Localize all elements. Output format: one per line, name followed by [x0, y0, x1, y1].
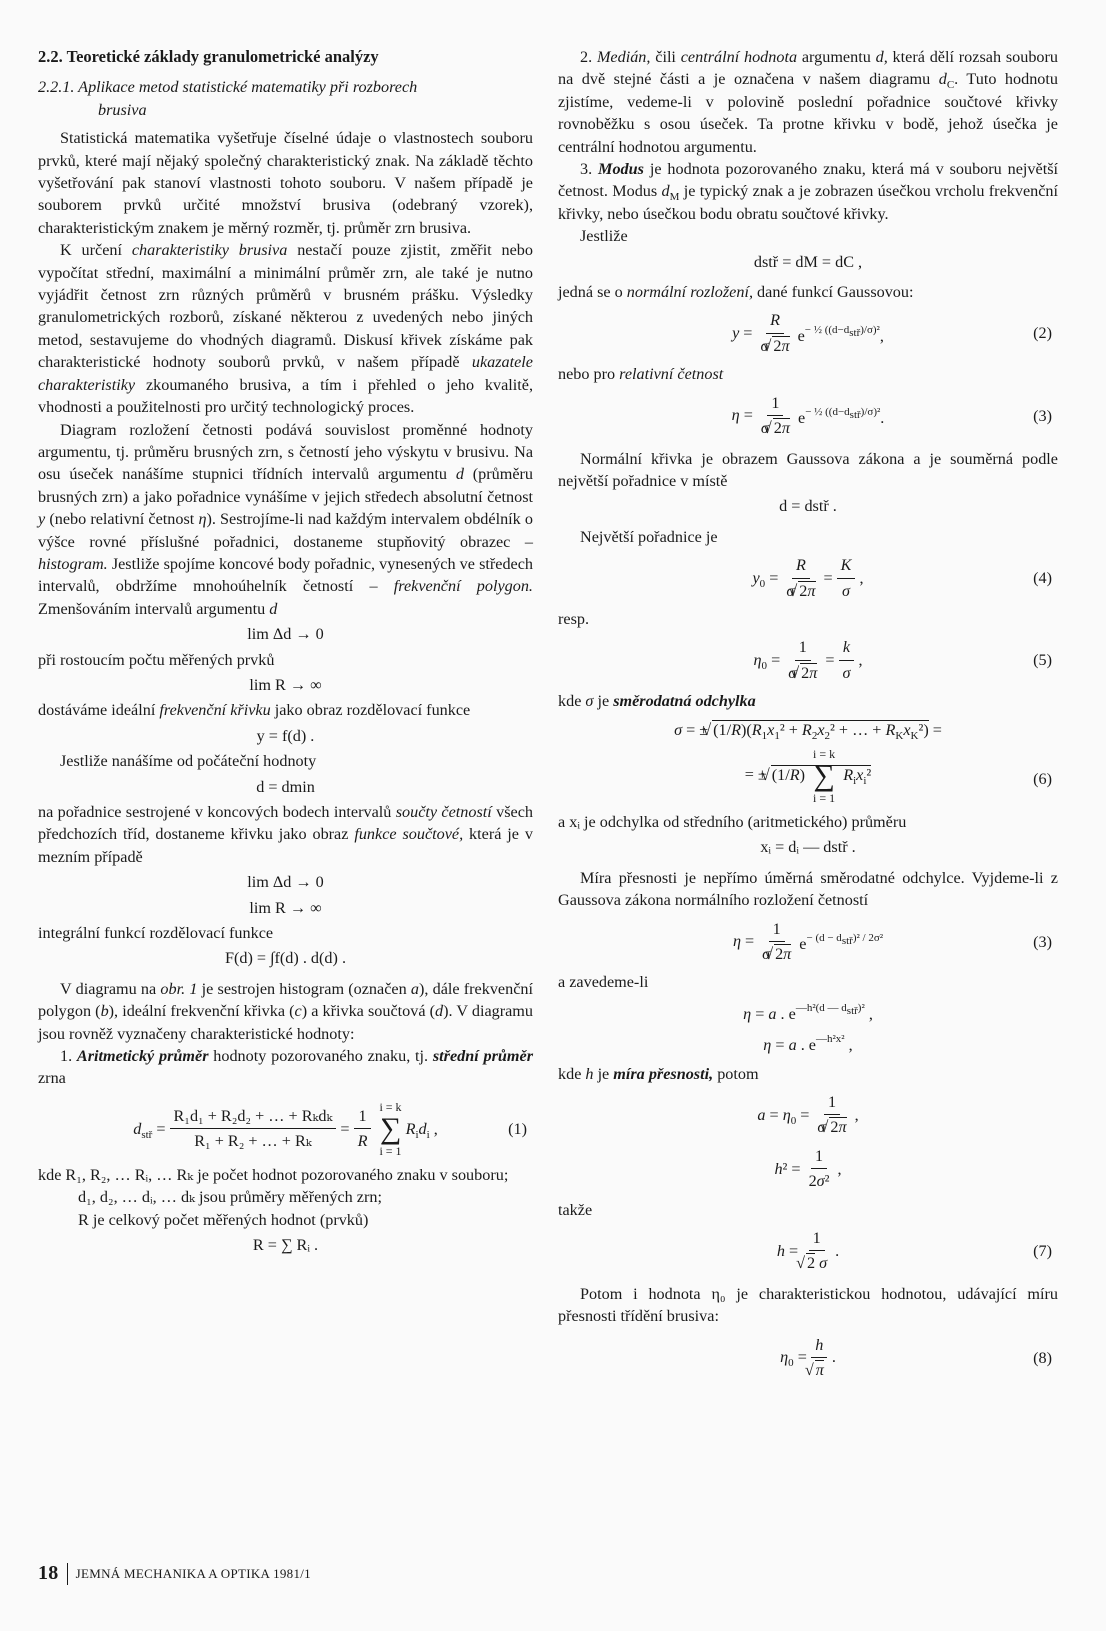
equation-d-min: d = dmin	[256, 777, 315, 796]
takze-label: takže	[558, 1200, 593, 1219]
paragraph-7: na pořadnice sestrojené v koncových bodech intervalů součty četností všech předchozích tříd, dostaneme křivku jako obraz funkce součtové, která je v mezním případě	[38, 803, 533, 866]
footer-divider	[67, 1563, 68, 1585]
paragraph-8: integrální funkcí rozdělovací funkce	[38, 924, 274, 943]
equation-number-7: (7)	[1033, 1241, 1052, 1260]
equation-F-d: F(d) = ∫f(d) . d(d) .	[224, 949, 346, 968]
equation-eta-a-1: η = a . $e^{—h^2(d — d_{stř})^2}$ ,	[743, 1001, 873, 1023]
equation-8: $\eta_0$ = h √ π . (8)	[558, 1334, 1058, 1382]
equation-number-2: (2)	[1033, 324, 1052, 343]
equation-y-fd: y = f(d) .	[256, 726, 315, 745]
equation-h2: h² = $\frac{1}{\text{2σ²}}$ ,	[774, 1146, 842, 1191]
equation-number-5: (5)	[1033, 651, 1052, 670]
right-paragraph-3: Jestliže	[580, 227, 628, 246]
right-paragraph-6: Normální křivka je obrazem Gaussova zákona a je souměrná podle největší pořadnice v místě	[558, 449, 1058, 490]
equation-2: y = $\frac{R}{\sigma √ 2\pi}$ $e^{- \frac{1}{2} ((d-d_{stř})/\sigma)^2}$, (2)	[558, 309, 1058, 357]
paragraph-11c: R je celkový počet měřených hodnot (prvků)	[78, 1210, 369, 1229]
equation-number-6: (6)	[1033, 769, 1052, 788]
right-paragraph-12: kde h je míra přesnosti, potom	[558, 1064, 759, 1083]
equation-lim-r-2: lim R → ∞	[249, 898, 322, 917]
subsection-title	[38, 76, 533, 121]
paragraph-11b: d₁, d₂, … dᵢ, … dₖ jsou průměry měřených zrn;	[78, 1188, 382, 1207]
equation-number-8: (8)	[1033, 1348, 1052, 1367]
equation-number-4: (4)	[1033, 568, 1052, 587]
equation-R-sum: R = ∑ Rᵢ .	[252, 1236, 319, 1255]
footer	[38, 1562, 311, 1585]
equation-lim-delta-d: lim Δd → 0	[247, 625, 324, 644]
paragraph-6: Jestliže nanášíme od počáteční hodnoty	[60, 752, 317, 771]
section-title: 2.2. Teoretické základy granulometrické analýzy	[38, 47, 379, 66]
paragraph-9: V diagramu na obr. 1 je sestrojen histogram (označen a), dále frekvenční polygon (b), ideální frekvenční křivka (c) a křivka součtová (d). V diagramu jsou rovněž vyznačeny charakteristické hodnoty:	[38, 979, 533, 1043]
left-column	[38, 46, 533, 1260]
right-paragraph-11: a zavedeme-li	[558, 973, 649, 992]
equation-lim-r: lim R → ∞	[249, 675, 322, 694]
equation-number-3b: (3)	[1033, 932, 1052, 951]
right-paragraph-7: Největší pořadnice je	[580, 527, 718, 546]
paragraph-3: Diagram rozložení četnosti podává souvislost proměnné hodnoty argumentu, tj. průměru brusných zrn, s četností jeho výskytu v brusivu. Na osu úseček nanášíme stupnici třídních intervalů argumentu d (průměru brusných zrn) a jako pořadnice vynášíme v jejich středech absolutní četnost y (nebo relativní četnost η). Sestrojíme-li nad každým intervalem obdélník o výšce rovné příslušné pořadnici, dostaneme stupňovitý obrazec – histogram. Jestliže spojíme koncové body pořadnic, vynesených ve středech intervalů, obdržíme mnohoúhelník četností – frekvenční polygon. Zmenšováním intervalů argumentu d	[38, 420, 534, 618]
equation-dstr-dm-dc: dstř = dM = dC ,	[753, 252, 863, 271]
page-number: 18	[38, 1562, 59, 1584]
right-paragraph-10: Míra přesnosti je nepřímo úměrná směrodatné odchylce. Vyjdeme-li z Gaussova zákona normálního rozložení četností	[558, 868, 1058, 910]
equation-3: η = $\frac{1}{\sigma √ 2\pi}$ $e^{- \frac{1}{2} ((d-d_{stř})/\sigma)^2}$. (3)	[558, 392, 1058, 440]
subsection-title-line1: 2.2.1. Aplikace metod statistické matematiky při rozborech	[38, 78, 418, 97]
paragraph-10: 1. Aritmetický průměr hodnoty pozorovaného znaku, tj. střední průměr zrna	[38, 1047, 533, 1088]
equation-eta-a-2: η = a . $e^{—h^2x^2}$ ,	[763, 1033, 853, 1055]
right-paragraph-1: 2. Medián, čili centrální hodnota argumentu d, která dělí rozsah souboru na dvě stejné části a je označena v našem diagramu $d_C$. Tuto hodnotu zjistíme, vedeme-li v polovině poslední pořadnice součtové křivky rovnoběžku s osou úseček. Ta protne křivku v bodě, jehož úsečka je centrální hodnotou argumentu.	[558, 48, 1058, 156]
equation-d-dstr: d = dstř .	[779, 497, 837, 516]
eq1-numerator: R₁d₁ + R₂d₂ + … + Rₖdₖ	[170, 1105, 337, 1129]
equation-1: $d_{stř}$ = $\frac{\text{R₁d₁ + R₂d₂ + … + Rₖdₖ}}{\text{R₁ + R₂ + … + Rₖ}}$ = $\frac{1}{R}$ i = k ∑ i = 1 $R_id_i$ , (1)	[133, 1099, 527, 1158]
right-paragraph-5: nebo pro relativní četnost	[558, 365, 724, 384]
paragraph-5: dostáváme ideální frekvenční křivku jako obraz rozdělovací funkce	[38, 701, 471, 720]
paragraph-11a: kde R₁, R₂, … Rᵢ, … Rₖ je počet hodnot pozorovaného znaku v souboru;	[38, 1165, 509, 1184]
equation-5: $\eta_0$ = $\frac{1}{\sigma √ 2\pi}$ = $\frac{k}{\sigma}$ , (5)	[558, 636, 1058, 684]
equation-3b: η = $\frac{1}{\sigma √ 2\pi}$ $e^{- (d - d_{stř})^2 / 2\sigma^2}$ (3)	[558, 918, 1058, 966]
equation-4: $y_0$ = $\frac{R}{\sigma √ 2\pi}$ = $\frac{K}{\sigma}$ , (4)	[558, 554, 1058, 602]
right-paragraph-9: a xᵢ je odchylka od středního (aritmetického) průměru	[558, 812, 907, 831]
sum-symbol: i = k ∑ i = 1	[379, 1099, 402, 1158]
paragraph-2: K určení charakteristiky brusiva nestačí pouze zjistit, změřit nebo vypočítat střední, maximální a minimální průměr zrn, ale také je nutno vyjádřit četnost zrn různých průměrů v brusném prášku. Výsledky granulometrických rozborů, získané některou z uvedených nebo jiných metod, sestavujeme do vhodných diagramů. Diskusí křivek získáme pak charakteristické hodnoty souborů prvků, v našem případě ukazatele charakteristiky zkoumaného brusiva, a tím i přehled o jeho kvalitě, vhodnosti a použitelnosti pro určitý technologický proces.	[38, 241, 533, 417]
paragraph-1: Statistická matematika vyšetřuje číselné údaje o vlastnostech souboru prvků, které mají nějaký společný charakteristický znak. Na základě těchto vyšetřování pak stanoví vlastnosti tohoto souboru. V našem případě je souborem prvků určité množství brusiva (odebraný vzorek), charakteristickým znakem je měrný rozměr, tj. průměr zrn brusiva.	[38, 129, 533, 237]
equation-xi: xᵢ = dᵢ — dstř .	[760, 838, 856, 857]
paragraph-4: při rostoucím počtu měřených prvků	[38, 650, 275, 669]
right-column	[558, 46, 1058, 1388]
subsection-title-line2: brusiva	[98, 100, 147, 119]
equation-6: σ = ± √ $(1/R)(R_1x_1^2 + R_2x_2^2$ + … + $R_Kx_K^2$) = = ± √ (1/R) i = k ∑ i = 1 $R_ix_i^2$ (6)	[558, 719, 1058, 805]
right-paragraph-13: Potom i hodnota η₀ je charakteristickou hodnotou, udávající míru přesnosti třídění brusiva:	[558, 1284, 1058, 1326]
right-paragraph-4: jedná se o normální rozložení, dané funkcí Gaussovou:	[558, 283, 914, 302]
right-paragraph-8: kde σ je směrodatná odchylka	[558, 692, 756, 711]
resp-label: resp.	[558, 609, 590, 628]
eq1-denominator: R₁ + R₂ + … + Rₖ	[194, 1132, 312, 1151]
equation-a-eta0: $a = \eta_0$ = $\frac{1}{\sigma √ 2\pi}$ ,	[558, 1091, 1058, 1139]
equation-lim-delta-d-2: lim Δd → 0	[247, 873, 324, 892]
equation-number-1: (1)	[508, 1119, 527, 1138]
equation-7: h = 1 √ 2 σ . (7)	[558, 1227, 1058, 1275]
equation-number-3: (3)	[1033, 406, 1052, 425]
right-paragraph-2: 3. Modus je hodnota pozorovaného znaku, která má v souboru největší četnost. Modus $d_M$ je typický znak a je zobrazen úsečkou vrcholu frekvenční křivky, nebo úsečkou bodu obratu součtové křivky.	[558, 160, 1059, 223]
journal-name: JEMNÁ MECHANIKA A OPTIKA 1981/1	[75, 1565, 311, 1581]
